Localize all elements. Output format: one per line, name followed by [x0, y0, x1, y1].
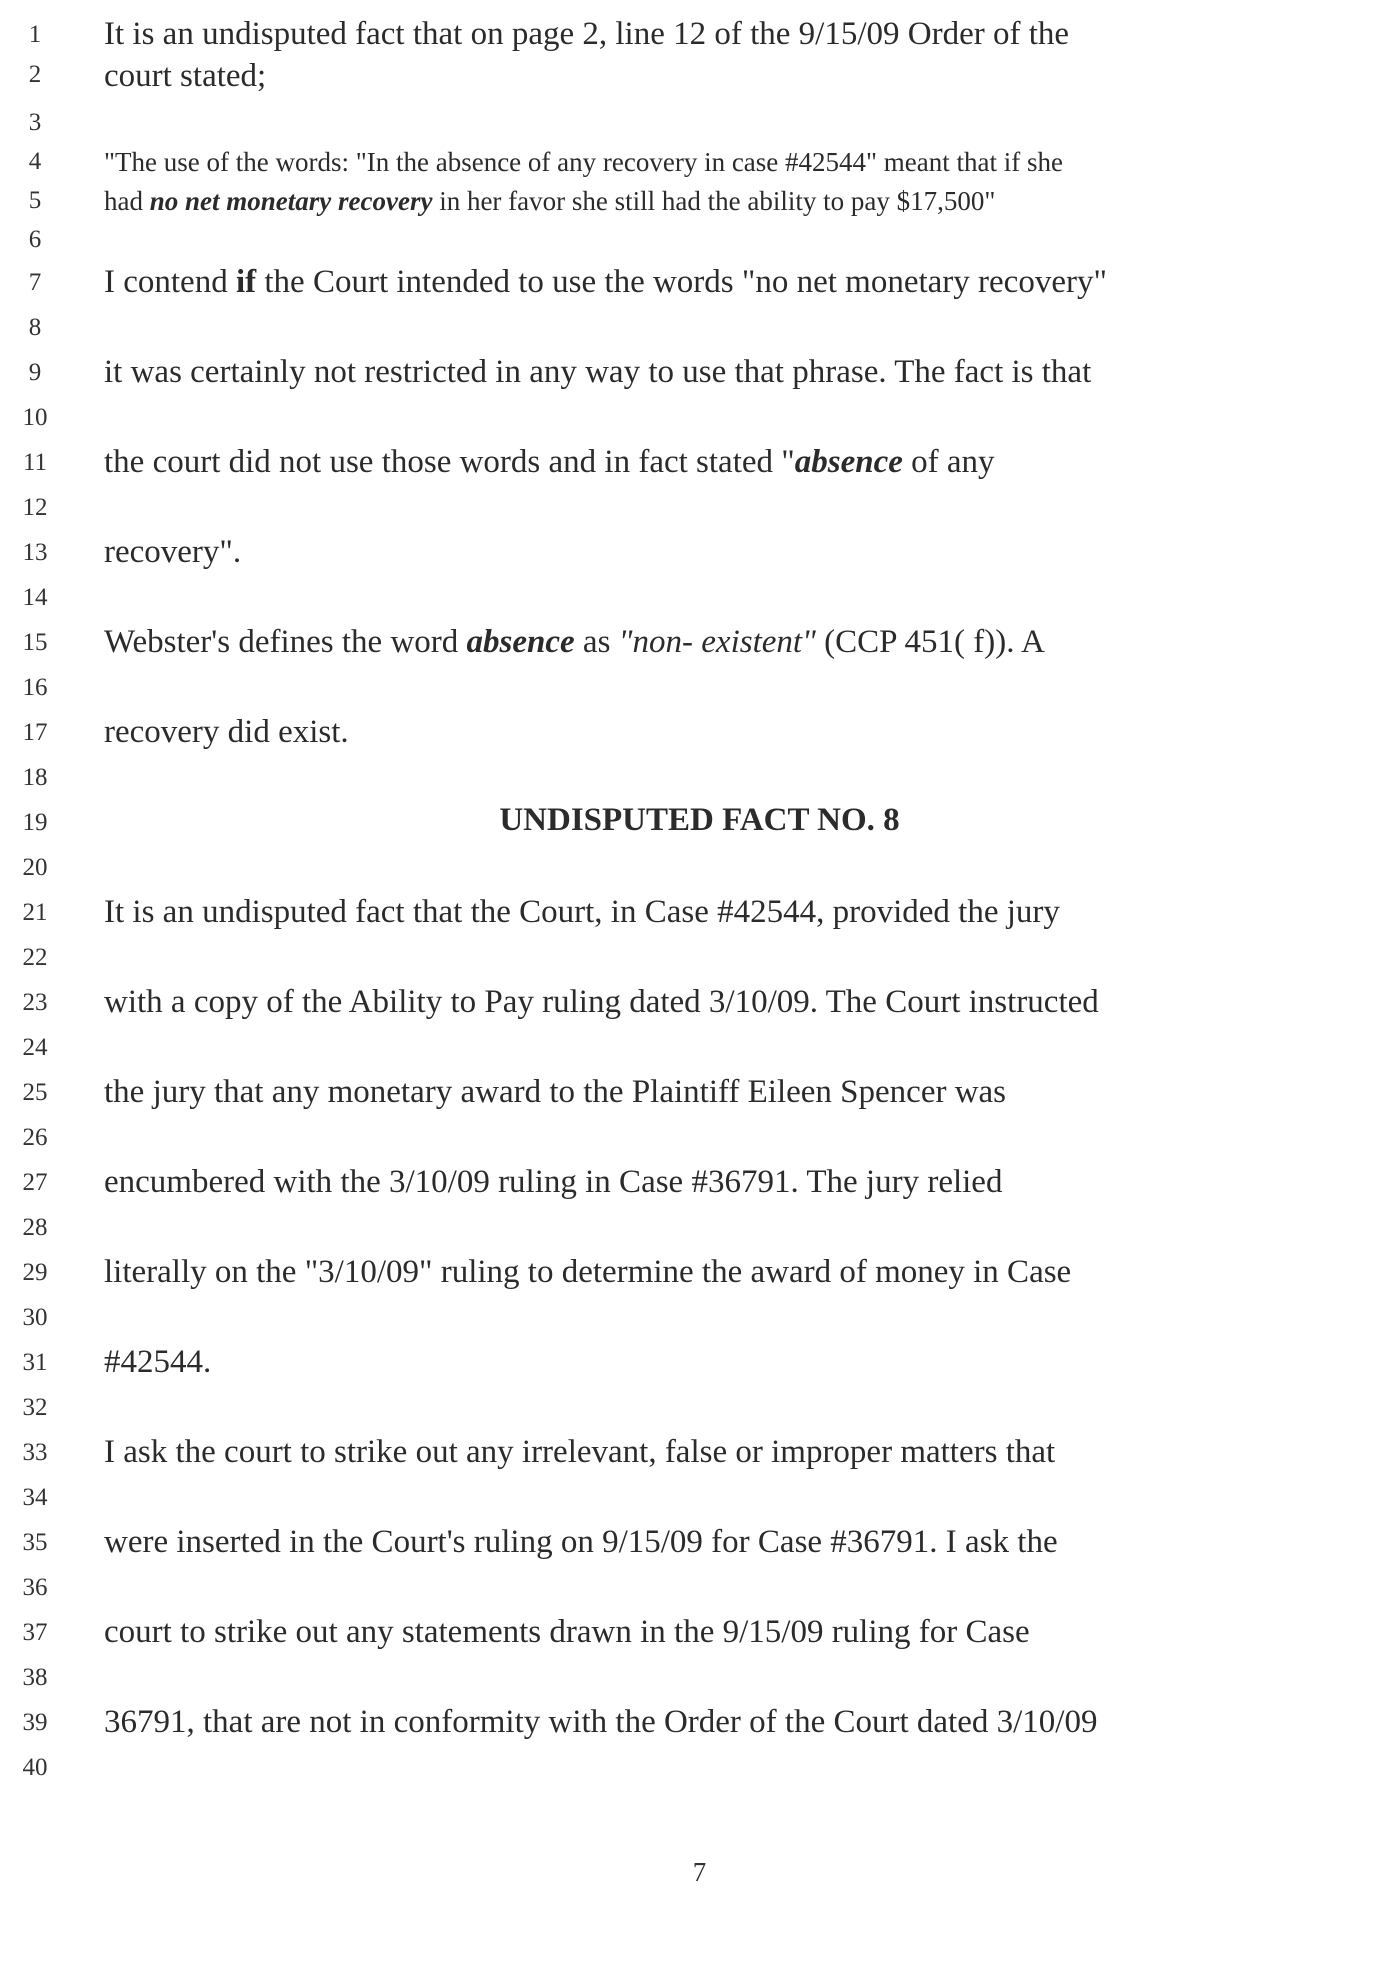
line-number: 39: [22, 1709, 48, 1736]
line-number: 19: [22, 809, 48, 836]
text-line: it was certainly not restricted in any way to use that phrase. The fact is that: [104, 354, 1092, 390]
text-line: with a copy of the Ability to Pay ruling dated 3/10/09. The Court instructed: [104, 984, 1099, 1020]
line-number: 13: [22, 539, 48, 566]
line-number: 35: [22, 1529, 48, 1556]
line-number: 10: [22, 404, 48, 431]
line-number: 31: [22, 1349, 48, 1376]
text-line: literally on the "3/10/09" ruling to determine the award of money in Case: [104, 1254, 1072, 1290]
line-number: 15: [22, 629, 48, 656]
section-heading: UNDISPUTED FACT NO. 8: [499, 802, 900, 838]
text-line: were inserted in the Court's ruling on 9/15/09 for Case #36791. I ask the: [104, 1524, 1058, 1560]
text-line: the court did not use those words and in fact stated "absence of any: [104, 444, 995, 480]
line-number: 11: [22, 449, 48, 476]
text-line: the jury that any monetary award to the Plaintiff Eileen Spencer was: [104, 1074, 1007, 1110]
line-number: 20: [22, 854, 48, 881]
line-number: 38: [22, 1664, 48, 1691]
line-number: 37: [22, 1619, 48, 1646]
emphasis: absence: [794, 444, 903, 480]
text-line: Webster's defines the word absence as "non- existent" (CCP 451( f)). A: [104, 624, 1045, 660]
line-number: 3: [28, 109, 42, 136]
line-number: 5: [28, 187, 42, 214]
text-line: I contend if the Court intended to use the words "no net monetary recovery": [104, 264, 1107, 300]
line-number: 34: [22, 1484, 48, 1511]
line-number: 7: [28, 269, 42, 296]
line-number: 30: [22, 1304, 48, 1331]
line-number: 4: [28, 148, 42, 175]
line-number: 2: [28, 61, 42, 88]
line-number: 40: [22, 1754, 48, 1781]
line-number: 17: [22, 719, 48, 746]
line-number: 1: [28, 21, 42, 48]
emphasis: "non- existent": [618, 624, 816, 660]
text-line: It is an undisputed fact that on page 2, line 12 of the 9/15/09 Order of the: [104, 16, 1070, 52]
line-number: 36: [22, 1574, 48, 1601]
line-number: 21: [22, 899, 48, 926]
emphasis: no net monetary recovery: [149, 186, 433, 216]
quoted-text-line: had no net monetary recovery in her favor she still had the ability to pay $17,500": [104, 186, 996, 216]
line-number: 18: [22, 764, 48, 791]
text-line: 36791, that are not in conformity with the Order of the Court dated 3/10/09: [104, 1704, 1098, 1740]
page-number: 7: [692, 1857, 707, 1887]
line-number: 27: [22, 1169, 48, 1196]
line-number: 6: [28, 226, 42, 253]
emphasis: absence: [466, 624, 575, 660]
line-number: 25: [22, 1079, 48, 1106]
text-line: encumbered with the 3/10/09 ruling in Case #36791. The jury relied: [104, 1164, 1003, 1200]
text-line: It is an undisputed fact that the Court, in Case #42544, provided the jury: [104, 894, 1060, 930]
text-line: recovery".: [104, 534, 242, 570]
text-line: court to strike out any statements drawn in the 9/15/09 ruling for Case: [104, 1614, 1030, 1650]
line-number: 14: [22, 584, 48, 611]
text-line: I ask the court to strike out any irrelevant, false or improper matters that: [104, 1434, 1056, 1470]
line-number: 29: [22, 1259, 48, 1286]
line-number: 23: [22, 989, 48, 1016]
quoted-text-line: "The use of the words: "In the absence of any recovery in case #42544" meant that if she: [104, 147, 1063, 177]
text-line: recovery did exist.: [104, 714, 349, 750]
line-number: 32: [22, 1394, 48, 1421]
line-number: 12: [22, 494, 48, 521]
line-number: 26: [22, 1124, 48, 1151]
text-line: #42544.: [104, 1344, 212, 1380]
line-number: 28: [22, 1214, 48, 1241]
emphasis: if: [235, 264, 257, 300]
line-number: 24: [22, 1034, 48, 1061]
line-number: 22: [22, 944, 48, 971]
line-number: 16: [22, 674, 48, 701]
line-number: 33: [22, 1439, 48, 1466]
text-line: court stated;: [104, 58, 267, 94]
line-number: 8: [28, 314, 42, 341]
line-number: 9: [28, 359, 42, 386]
